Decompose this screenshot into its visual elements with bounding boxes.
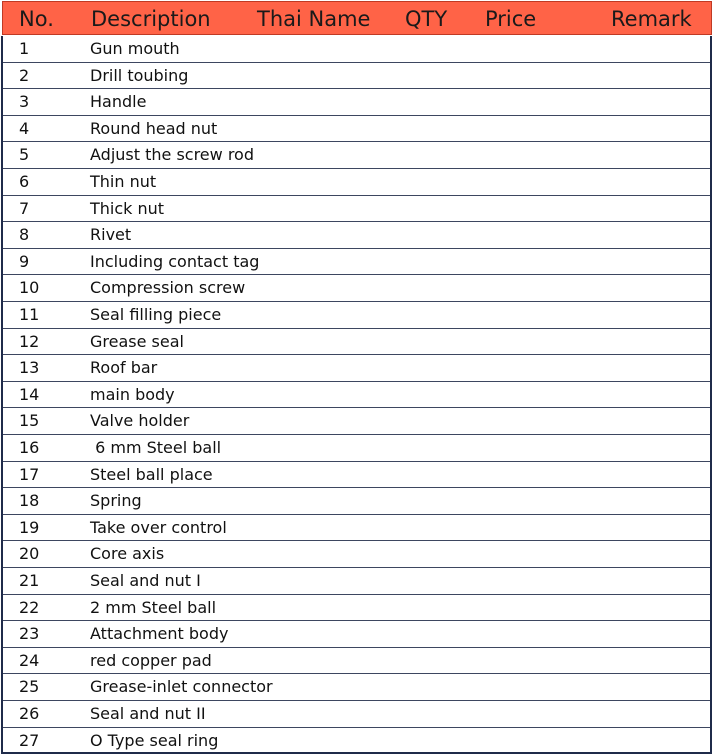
- row-number: 17: [19, 464, 40, 484]
- table-row: [3, 382, 710, 409]
- row-number: 10: [19, 278, 40, 298]
- table-row: [3, 249, 710, 276]
- table-row: [3, 595, 710, 622]
- table-row: [3, 169, 710, 196]
- row-number: 27: [19, 730, 40, 750]
- row-number: 5: [19, 145, 30, 165]
- row-description: Valve holder: [90, 411, 190, 431]
- row-number: 1: [19, 39, 30, 58]
- row-number: 2: [19, 65, 30, 85]
- row-number: 4: [19, 118, 30, 138]
- row-description: Core axis: [90, 544, 165, 564]
- row-number: 11: [19, 305, 40, 324]
- row-number: 19: [19, 517, 40, 537]
- table-row: [3, 63, 710, 90]
- table-row: [3, 302, 710, 329]
- header-price: Price: [485, 7, 537, 31]
- header-no: No.: [19, 7, 54, 31]
- table-row: [3, 488, 710, 515]
- row-number: 12: [19, 331, 40, 351]
- row-description: O Type seal ring: [90, 730, 219, 750]
- table-row: [3, 621, 710, 648]
- row-number: 26: [19, 704, 40, 723]
- row-number: 6: [19, 172, 30, 191]
- row-description: Seal and nut II: [90, 704, 206, 723]
- row-description: Adjust the screw rod: [90, 145, 254, 165]
- row-description: 6 mm Steel ball: [90, 438, 222, 457]
- row-description: Attachment body: [90, 624, 229, 644]
- table-row: [3, 515, 710, 542]
- row-number: 8: [19, 225, 30, 245]
- row-description: Handle: [90, 92, 147, 112]
- row-description: Round head nut: [90, 118, 218, 138]
- table-header: [2, 1, 712, 35]
- row-description: Drill toubing: [90, 65, 189, 85]
- table-row: [3, 355, 710, 382]
- table-row: [3, 435, 710, 462]
- header-description: Description: [91, 7, 211, 31]
- row-description: Rivet: [90, 225, 132, 245]
- header-qty: QTY: [405, 7, 448, 31]
- row-description: Thick nut: [90, 198, 165, 218]
- row-number: 14: [19, 384, 40, 404]
- table-row: [3, 648, 710, 675]
- table-row: [3, 728, 710, 755]
- row-description: Including contact tag: [90, 251, 260, 271]
- table-row: [3, 275, 710, 302]
- row-description: 2 mm Steel ball: [90, 597, 217, 617]
- row-number: 21: [19, 571, 40, 590]
- table-row: [3, 329, 710, 356]
- row-number: 16: [19, 438, 40, 457]
- table-row: [3, 674, 710, 701]
- row-number: 13: [19, 358, 40, 378]
- row-description: Grease-inlet connector: [90, 677, 273, 697]
- row-description: Compression screw: [90, 278, 246, 298]
- table-row: [3, 36, 710, 63]
- row-number: 7: [19, 198, 30, 218]
- table-row: [3, 116, 710, 143]
- row-description: Spring: [90, 491, 142, 511]
- row-description: Thin nut: [90, 172, 157, 191]
- row-description: Gun mouth: [90, 39, 180, 58]
- table-body: [1, 36, 712, 754]
- row-description: Seal filling piece: [90, 305, 222, 324]
- table-row: [3, 408, 710, 435]
- row-description: red copper pad: [90, 650, 212, 670]
- row-description: Grease seal: [90, 331, 184, 351]
- row-number: 20: [19, 544, 40, 564]
- table-row: [3, 462, 710, 489]
- table-row: [3, 568, 710, 595]
- row-number: 24: [19, 650, 40, 670]
- row-number: 25: [19, 677, 40, 697]
- header-thai-name: Thai Name: [257, 7, 371, 31]
- row-description: Steel ball place: [90, 464, 213, 484]
- row-description: Roof bar: [90, 358, 158, 378]
- row-number: 18: [19, 491, 40, 511]
- row-number: 15: [19, 411, 40, 431]
- row-description: Seal and nut I: [90, 571, 201, 590]
- table-row: [3, 701, 710, 728]
- row-description: main body: [90, 384, 175, 404]
- table-row: [3, 541, 710, 568]
- table-row: [3, 196, 710, 223]
- row-number: 22: [19, 597, 40, 617]
- header-remark: Remark: [611, 7, 692, 31]
- table-row: [3, 142, 710, 169]
- row-number: 3: [19, 92, 30, 112]
- row-number: 9: [19, 251, 30, 271]
- row-description: Take over control: [90, 517, 227, 537]
- table-row: [3, 222, 710, 249]
- table-row: [3, 89, 710, 116]
- row-number: 23: [19, 624, 40, 644]
